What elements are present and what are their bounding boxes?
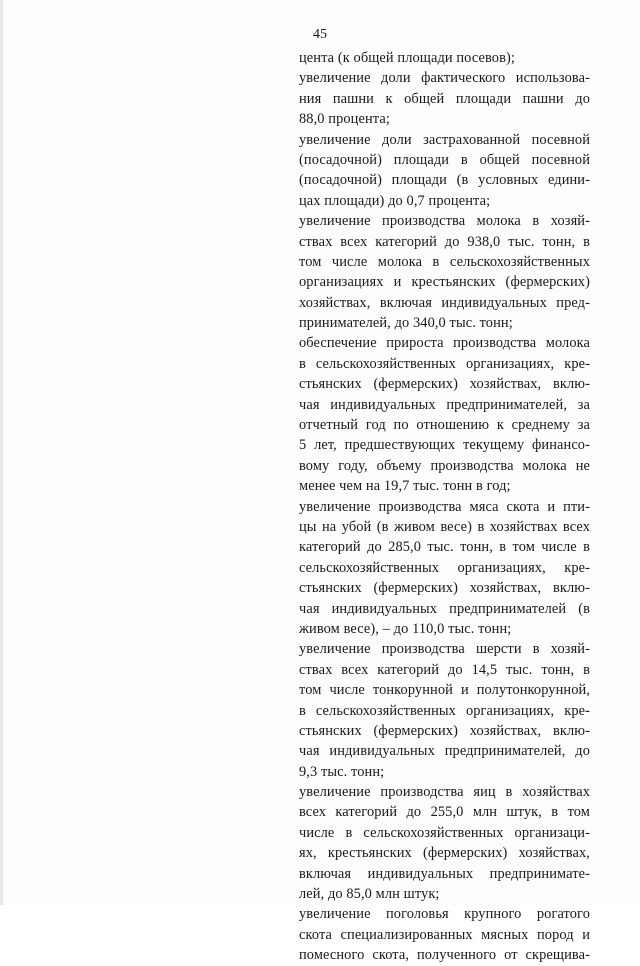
text-line: увеличение доли фактического использова- xyxy=(299,70,590,87)
text-line: (посадочной) площади (в условных едини- xyxy=(299,172,590,189)
text-line: помесного скота, полученного от скрещива- xyxy=(299,947,590,964)
text-line: цах площади) до 0,7 процента; xyxy=(299,192,491,209)
text-line: том числе молока в сельскохозяйственных xyxy=(299,253,590,270)
text-line: хозяйствах, включая индивидуальных пред- xyxy=(299,294,590,311)
text-line: чая индивидуальных предпринимателей, до xyxy=(299,743,590,760)
text-line: ния пашни к общей площади пашни до xyxy=(299,90,590,107)
text-line: менее чем на 19,7 тыс. тонн в год; xyxy=(299,478,511,495)
text-line: цы на убой (в живом весе) в хозяйствах всех xyxy=(299,518,590,535)
text-line: увеличение поголовья крупного рогатого xyxy=(299,906,590,923)
text-line: принимателей, до 340,0 тыс. тонн; xyxy=(299,315,513,332)
page-number: 45 xyxy=(313,27,327,42)
text-line: том числе тонкорунной и полутонкорунной, xyxy=(299,682,590,699)
text-line: чая индивидуальных предпринимателей, за xyxy=(299,396,590,413)
text-line: всех категорий до 255,0 млн штук, в том xyxy=(299,804,590,821)
text-line: стьянских (фермерских) хозяйствах, вклю- xyxy=(299,722,590,739)
text-line: 5 лет, предшествующих текущему финансо- xyxy=(299,437,590,454)
scan-edge xyxy=(0,0,3,905)
text-line: 88,0 процента; xyxy=(299,111,390,128)
text-line: цента (к общей площади посевов); xyxy=(299,50,515,66)
text-line: ствах всех категорий до 14,5 тыс. тонн, в xyxy=(299,661,590,678)
text-line: ях, крестьянских (фермерских) хозяйствах, xyxy=(299,845,590,862)
text-line: стьянских (фермерских) хозяйствах, вклю- xyxy=(299,580,590,597)
text-line: категорий до 285,0 тыс. тонн, в том числе в xyxy=(299,539,590,556)
text-line: вому году, объему производства молока не xyxy=(299,457,590,474)
text-line: сельскохозяйственных организациях, кре- xyxy=(299,559,590,576)
text-line: включая индивидуальных предпринимате- xyxy=(299,865,590,882)
text-line: в сельскохозяйственных организациях, кре- xyxy=(299,702,590,719)
text-column xyxy=(299,48,590,966)
text-line: в сельскохозяйственных организациях, кре- xyxy=(299,355,590,372)
text-line: числе в сельскохозяйственных организаци- xyxy=(299,824,590,841)
text-line: скота специализированных мясных пород и xyxy=(299,926,590,943)
text-line: стьянских (фермерских) хозяйствах, вклю- xyxy=(299,376,590,393)
text-line: чая индивидуальных предпринимателей (в xyxy=(299,600,590,617)
text-line: 9,3 тыс. тонн; xyxy=(299,763,385,780)
text-line: увеличение производства шерсти в хозяй- xyxy=(299,641,590,658)
text-line: отчетный год по отношению к среднему за xyxy=(299,417,590,434)
text-line: ствах всех категорий до 938,0 тыс. тонн, в xyxy=(299,233,590,250)
text-line: лей, до 85,0 млн штук; xyxy=(299,886,440,903)
text-line: обеспечение прироста производства молока xyxy=(299,335,590,352)
text-line: увеличение производства мяса скота и пти- xyxy=(299,498,590,515)
text-line: увеличение производства молока в хозяй- xyxy=(299,213,590,230)
text-line: увеличение доли застрахованной посевной xyxy=(299,131,590,148)
text-line: организациях и крестьянских (фермерских) xyxy=(299,274,590,291)
text-line: (посадочной) площади в общей посевной xyxy=(299,151,590,168)
text-line: увеличение производства яиц в хозяйствах xyxy=(299,784,590,801)
text-line: живом весе), – до 110,0 тыс. тонн; xyxy=(299,620,512,637)
